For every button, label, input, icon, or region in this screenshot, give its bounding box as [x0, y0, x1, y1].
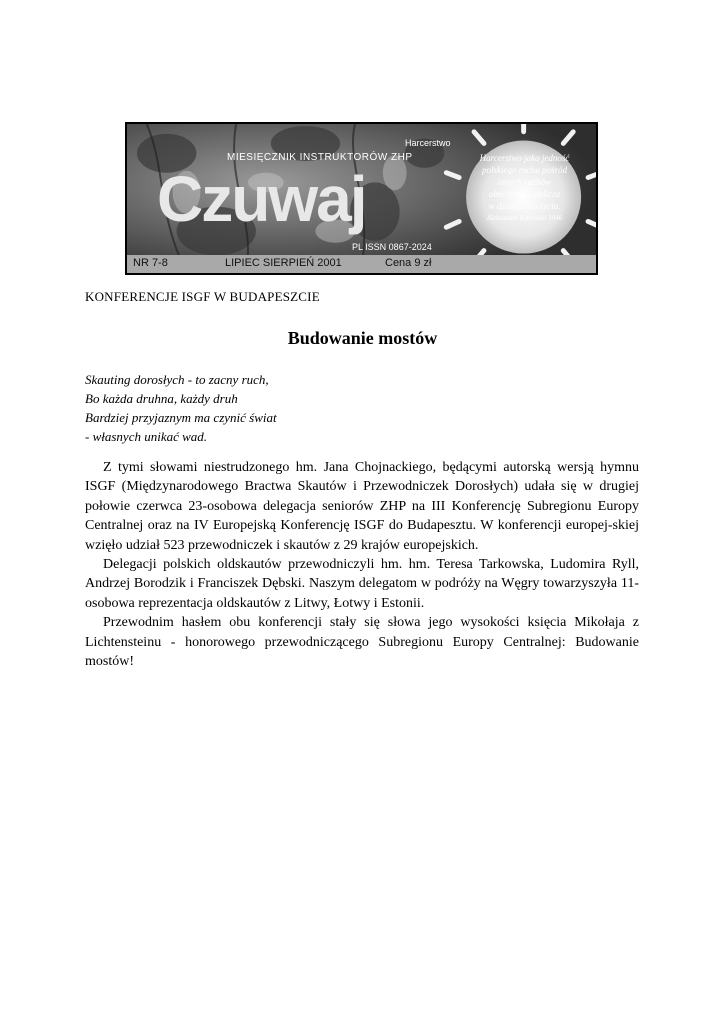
issue-date: LIPIEC SIERPIEŃ 2001: [225, 257, 342, 269]
masthead-quote: Harcerstwo jako jedność polskiego ruchu pośród innych ruchów obecnych ... oblicza w dzisiejszym życiu. Aleksander Kamiński 1946: [479, 153, 570, 222]
masthead-logo: Czuwaj: [157, 163, 366, 235]
masthead-info-bar: [127, 255, 596, 273]
issue-price: Cena 9 zł: [385, 257, 432, 269]
poem-line: - własnych unikać wad.: [85, 429, 208, 444]
masthead-subtitle: MIESIĘCZNIK INSTRUKTORÓW ZHP: [227, 152, 413, 163]
article-paragraph: Z tymi słowami niestrudzonego hm. Jana Chojnackiego, będącymi autorską wersją hymnu ISGF (Międzynarodowego Bractwa Skautów i Przewodniczek Dorosłych) udała się w drugiej połowie czerwca 23-osobowa delegacja seniorów ZHP na III Konferencję Subregionu Europy Centralnej oraz na IV Europejską Konferencję ISGF do Budapesztu. W konferencji europej-skiej wzięło udział 523 przewodniczek i skautów z 29 krajów europejskich.: [85, 460, 639, 553]
article-body: [85, 458, 639, 671]
section-label: KONFERENCJE ISGF W BUDAPESZCIE: [85, 289, 320, 304]
magazine-masthead: [125, 122, 598, 275]
masthead-issn: PL ISSN 0867-2024: [352, 242, 432, 252]
masthead-kicker: Harcerstwo: [405, 138, 451, 148]
issue-number: NR 7-8: [133, 257, 168, 269]
poem-line: Skauting dorosłych - to zacny ruch,: [85, 372, 269, 387]
article-paragraph: Przewodnim hasłem obu konferencji stały się słowa jego wysokości księcia Mikołaja z Lichtensteinu - honorowego przewodniczącego Subregionu Europy Centralnej: Budowanie mostów!: [85, 615, 639, 670]
poem-line: Bo każda druhna, każdy druh: [85, 391, 238, 406]
article-paragraph: Delegacji polskich oldskautów przewodniczyli hm. hm. Teresa Tarkowska, Ludomira Ryll, Andrzej Borodzik i Franciszek Dębski. Naszym delegatom w podróży na Węgry towarzyszyła 11-osobowa reprezentacja oldskautów z Litwy, Łotwy i Estonii.: [85, 557, 639, 611]
article-title: Budowanie mostów: [287, 328, 438, 348]
epigraph-poem: [85, 370, 277, 446]
poem-line: Bardziej przyjaznym ma czynić świat: [85, 410, 277, 425]
